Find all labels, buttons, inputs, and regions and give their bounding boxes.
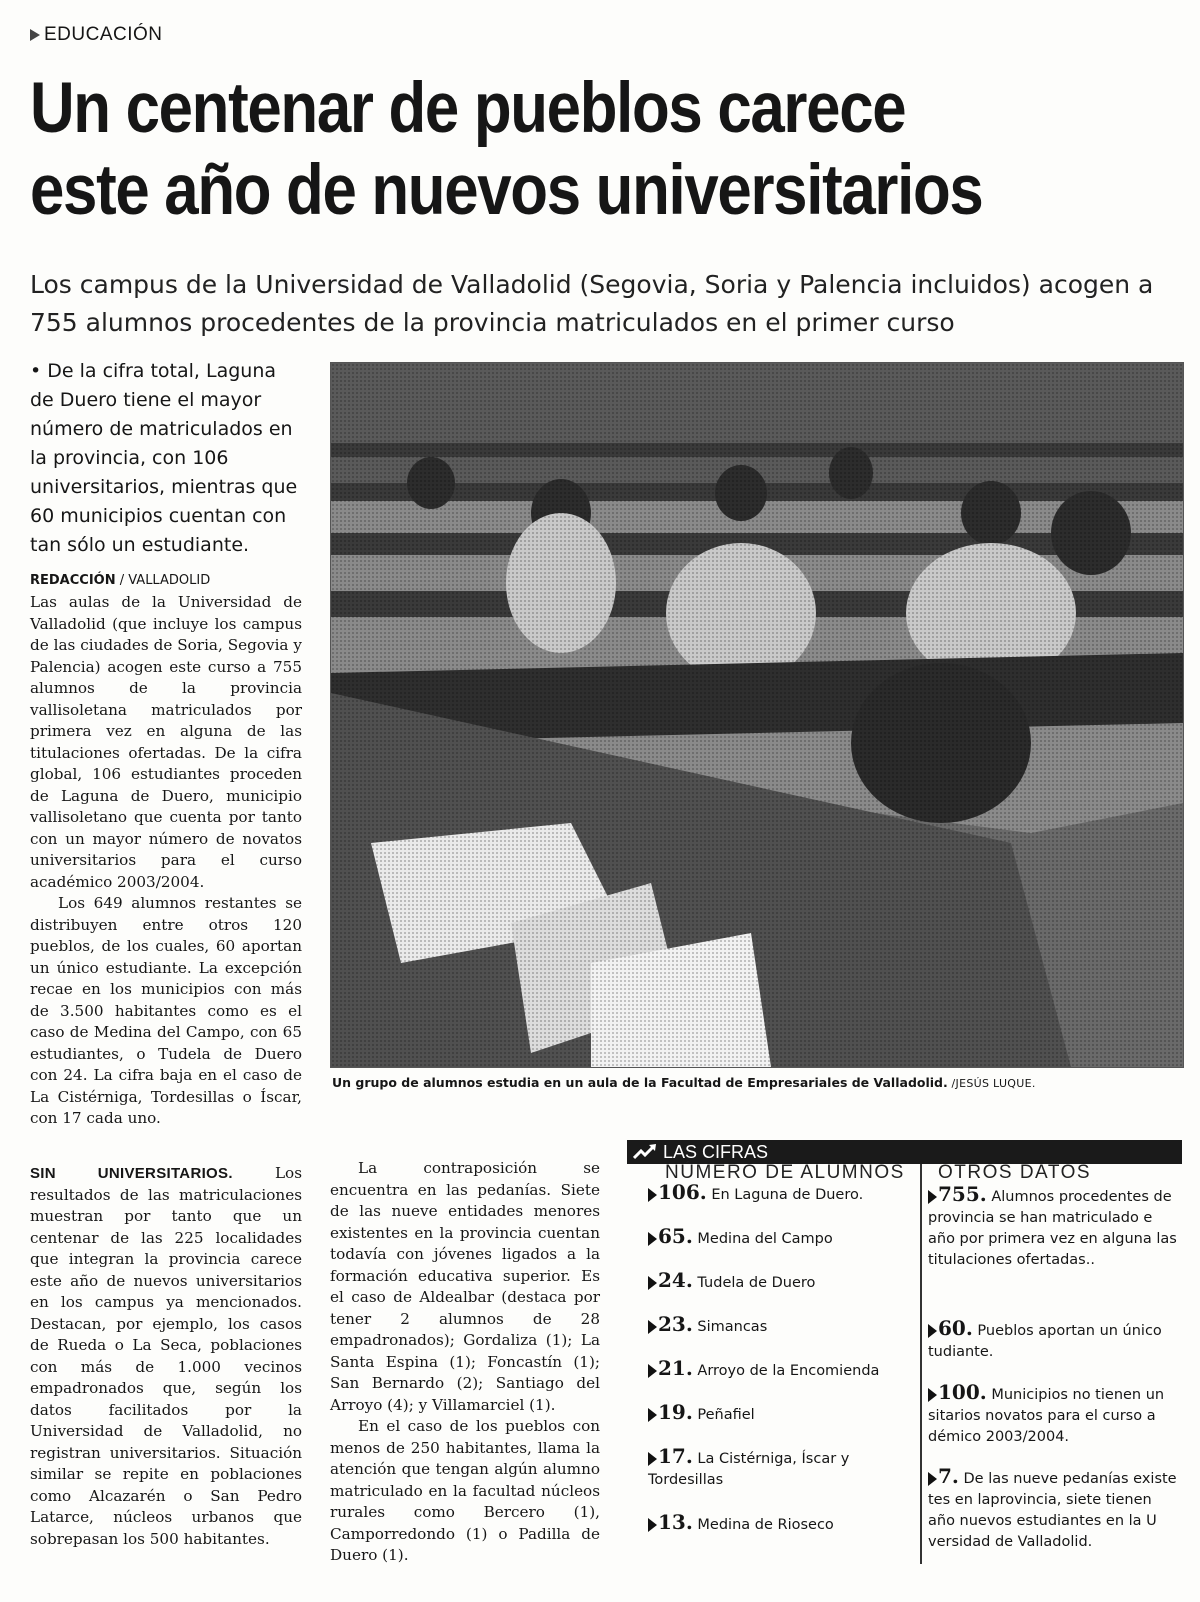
stat-item (928, 1184, 1183, 1271)
section-label (30, 24, 163, 46)
stat-text: Tudela de Duero (692, 1275, 816, 1291)
stat-number: 23. (658, 1312, 693, 1336)
photo-credit: /JESÚS LUQUE. (947, 1077, 1036, 1090)
bullet-arrow-icon (928, 1190, 937, 1204)
stat-number: 7. (938, 1464, 959, 1488)
stat-number: 24. (658, 1268, 693, 1292)
body-paragraph: Los 649 alumnos restantes se distribuyen entre otros 120 pueblos, de los cuales, 60 aportan un único estudiante. La excepción recae en los municipios con más de 3.500 habitantes como es el caso de Medina del Campo, con 65 estudiantes, o Tudela de Duero con 24. La cifra baja en el caso de La Cistérniga, Tordesillas o Íscar, con 17 cada uno. (30, 894, 302, 1127)
stat-number: 106. (658, 1180, 707, 1204)
section-arrow-icon (30, 29, 40, 41)
stat-text: Medina del Campo (692, 1231, 833, 1247)
stat-number: 60. (938, 1316, 973, 1340)
lead-paragraph: • De la cifra total, Laguna de Duero tiene el mayor número de matriculados en la provincia, con 106 universitarios, mientras que 60 municipios cuentan con tan sólo un estudiante. (30, 360, 298, 556)
stat-text: En Laguna de Duero. (706, 1187, 864, 1203)
stat-text: La Cistérniga, Íscar y Tordesillas (648, 1451, 850, 1488)
stat-text: Peñafiel (692, 1407, 755, 1423)
cifras-col2-title: OTROS DATOS (938, 1162, 1092, 1183)
headline: Un centenar de pueblos carece este año de nuevos universitarios (30, 69, 983, 230)
stat-text: Pueblos aportan un único tudiante. (928, 1323, 1162, 1360)
stat-item (648, 1402, 913, 1426)
stat-number: 13. (658, 1510, 693, 1534)
cifras-title: LAS CIFRAS (663, 1142, 769, 1162)
bullet-arrow-icon (648, 1408, 657, 1422)
stat-item (648, 1512, 913, 1536)
stat-item (648, 1182, 913, 1206)
stat-number: 19. (658, 1400, 693, 1424)
stat-text: Simancas (692, 1319, 768, 1335)
stat-text: De las nueve pedanías existe tes en laprovincia, siete tienen año nuevos estudiantes en la U versidad de Valladolid. (928, 1471, 1177, 1550)
stat-number: 755. (938, 1182, 987, 1206)
section-label-text: EDUCACIÓN (44, 24, 163, 45)
subheadline: Los campus de la Universidad de Valladolid (Segovia, Soria y Palencia incluidos) acogen a 755 alumnos procedentes de la provincia matriculados en el primer curso (30, 270, 1154, 337)
body-paragraph: La contraposición se encuentra en las pedanías. Siete de las nueve entidades menores existentes en la provincia cuentan todavía con jóvenes ligados a la formación educativa superior. Es el caso de Aldealbar (destaca por tener 2 alumnos de 28 empadronados); Gordaliza (1); La Santa Espina (1); Foncastín (1); San Bernardo (2); Santiago del Arroyo (4); y Villamarciel (1). (330, 1159, 600, 1414)
byline-author: REDACCIÓN (30, 573, 116, 588)
cifras-column-divider (920, 1164, 922, 1564)
stat-item (928, 1318, 1183, 1363)
bullet-arrow-icon (648, 1188, 657, 1202)
cifras-col1-title: NÚMERO DE ALUMNOS (665, 1162, 905, 1183)
byline-place: / VALLADOLID (115, 573, 211, 588)
bullet-arrow-icon (648, 1452, 657, 1466)
article-column-2 (330, 1158, 600, 1567)
stat-number: 21. (658, 1356, 693, 1380)
classroom-photo (330, 362, 1184, 1068)
stat-item (928, 1382, 1183, 1448)
stat-item (648, 1226, 913, 1250)
bullet-arrow-icon (648, 1232, 657, 1246)
bullet-arrow-icon (648, 1320, 657, 1334)
caption-text: Un grupo de alumnos estudia en un aula de la Facultad de Empresariales de Valladolid. (332, 1075, 948, 1090)
classroom-photo-illustration (331, 363, 1183, 1067)
stat-text: Municipios no tienen un sitarios novatos para el curso a démico 2003/2004. (928, 1387, 1165, 1445)
stat-number: 17. (658, 1444, 693, 1468)
stat-text: Alumnos procedentes de provincia se han matriculado e año por primera vez en alguna las titulaciones ofertadas.. (928, 1189, 1177, 1268)
subheading-runin: SIN UNIVERSITARIOS. (30, 1165, 233, 1182)
stat-number: 100. (938, 1380, 987, 1404)
stat-number: 65. (658, 1224, 693, 1248)
bullet-arrow-icon (928, 1472, 937, 1486)
stat-text: Medina de Rioseco (692, 1517, 834, 1533)
byline (30, 573, 210, 588)
article-column-1 (30, 592, 302, 1130)
bullet-arrow-icon (648, 1364, 657, 1378)
cifras-header (627, 1140, 1182, 1164)
body-paragraph (30, 1163, 302, 1550)
bullet-arrow-icon (648, 1518, 657, 1532)
photo-caption (332, 1075, 1036, 1090)
bullet-arrow-icon (928, 1324, 937, 1338)
trend-arrow-icon (633, 1143, 657, 1161)
bullet-arrow-icon (648, 1276, 657, 1290)
body-paragraph-text: Los resultados de las matriculaciones muestran por tanto que un centenar de las 225 localidades que integran la provincia carece este año de nuevos universitarios en los campus ya mencionados. Destacan, por ejemplo, los casos de Rueda o La Seca, poblaciones con más de 1.000 vecinos empadronados que, según los datos facilitados por la Universidad de Valladolid, no registran universitarios. Situación similar se repite en poblaciones como Alcazarén o San Pedro Latarce, núcleos urbanos que sobrepasan los 500 habitantes. (30, 1164, 302, 1548)
body-paragraph: Las aulas de la Universidad de Valladolid (que incluye los campus de las ciudades de Soria, Segovia y Palencia) acogen este curso a 755 alumnos de la provincia vallisoletana matriculados por primera vez en alguna de las titulaciones ofertadas. De la cifra global, 106 estudiantes proceden de Laguna de Duero, municipio vallisoletano que cuenta por tanto con un mayor número de novatos universitarios para el curso académico 2003/2004. (30, 593, 302, 891)
stat-item (648, 1314, 913, 1338)
stat-item (648, 1446, 913, 1491)
stat-item (648, 1270, 913, 1294)
stat-item (928, 1466, 1183, 1553)
body-paragraph: En el caso de los pueblos con menos de 250 habitantes, llama la atención que tengan algún alumno matriculado en la facultad núcleos rurales como Bercero (1), Camporredondo (1) o Padilla de Duero (1). (330, 1417, 600, 1564)
stat-text: Arroyo de la Encomienda (692, 1363, 880, 1379)
article-column-1-bottom (30, 1163, 302, 1550)
stat-item (648, 1358, 913, 1382)
bullet-arrow-icon (928, 1388, 937, 1402)
